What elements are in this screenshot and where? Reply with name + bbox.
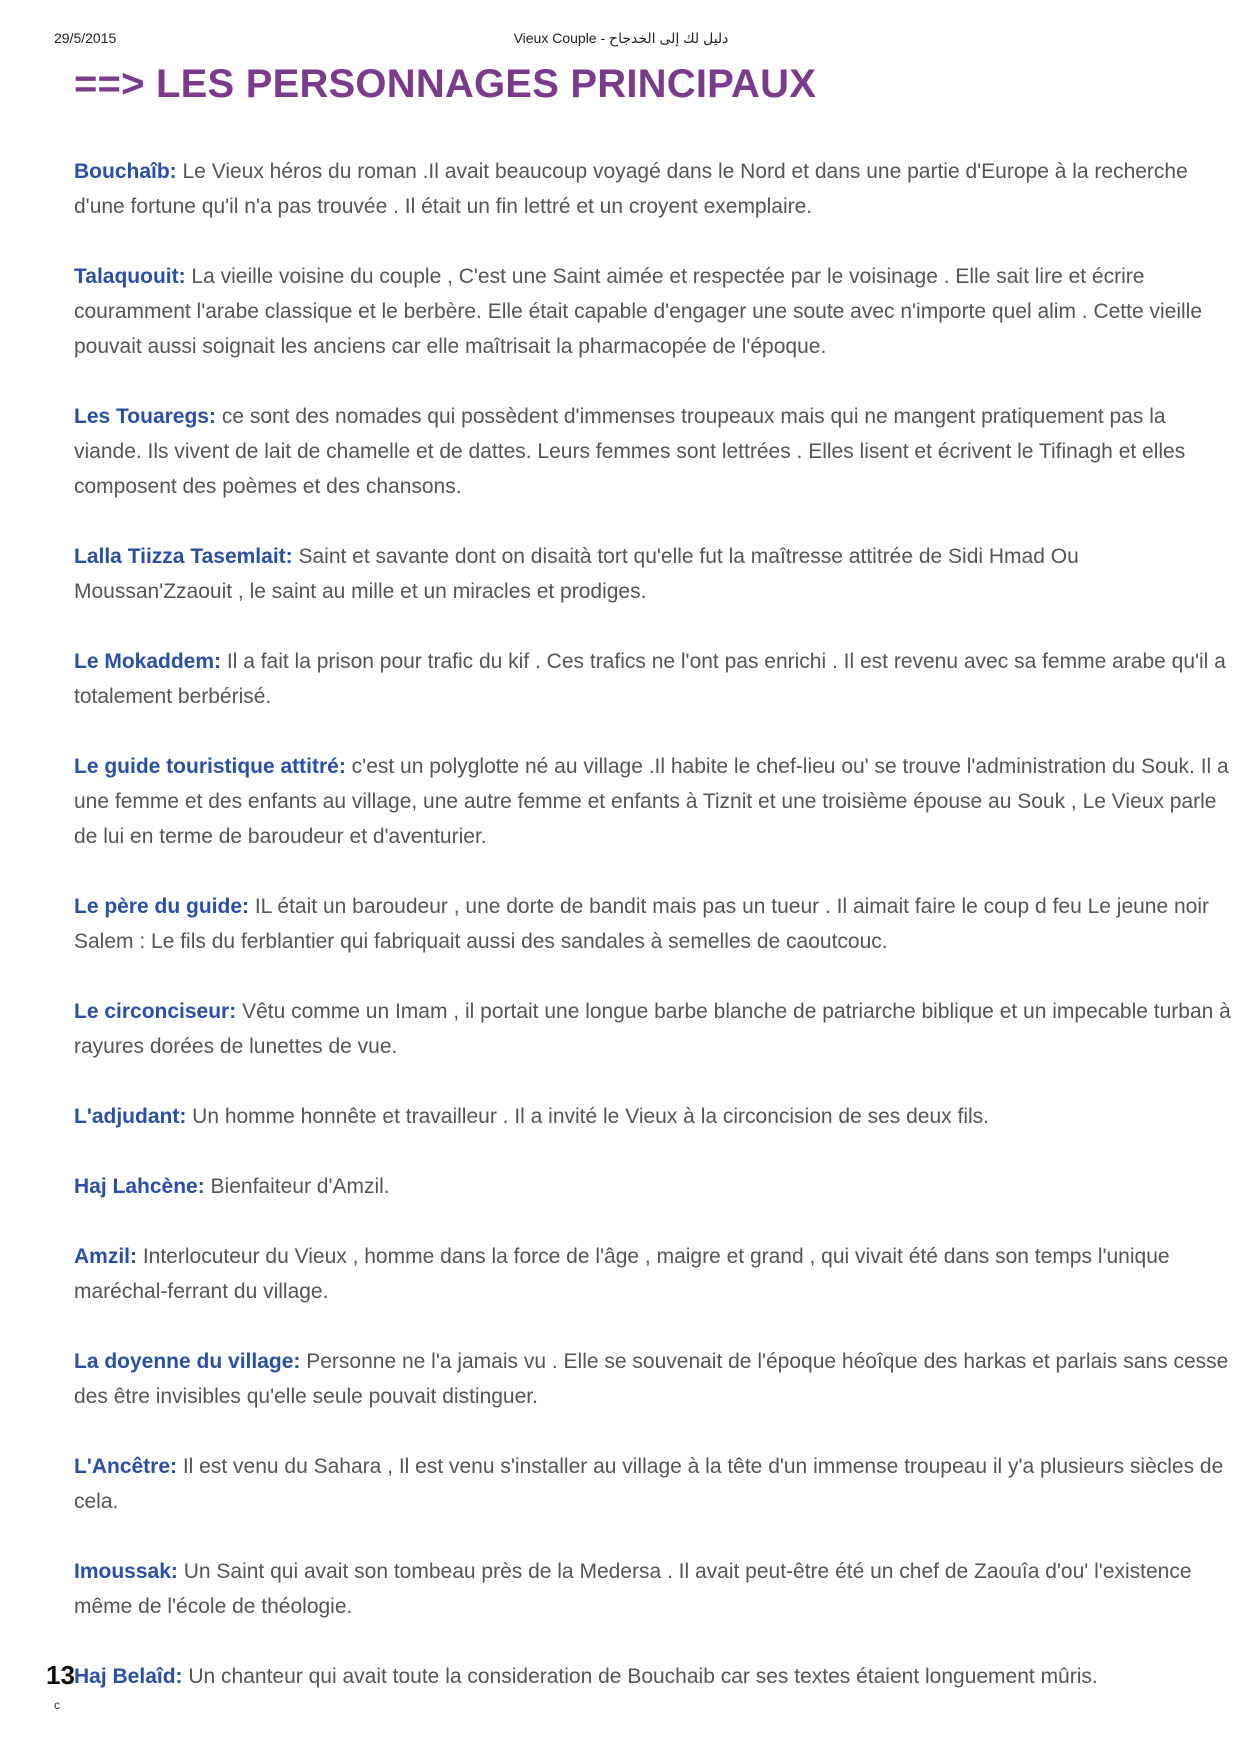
character-description: Il a fait la prison pour trafic du kif . Ces trafics ne l'ont pas enrichi . Il est revenu avec sa femme arabe qu'il a totalement berbérisé.	[74, 650, 1226, 708]
character-description: c'est un polyglotte né au village .Il habite le chef-lieu ou' se trouve l'administration du Souk. Il a une femme et des enfants au village, une autre femme et enfants à Tiznit et une troisième épouse au Souk , Le Vieux parle de lui en terme de baroudeur et d'aventurier.	[74, 755, 1229, 848]
character-name: Talaquouit:	[74, 265, 186, 288]
character-description: Personne ne l'a jamais vu . Elle se souvenait de l'époque héoîque des harkas et parlais sans cesse des être invisibles qu'elle seule pouvait distinguer.	[74, 1350, 1229, 1408]
character-description: Un Saint qui avait son tombeau près de la Medersa . Il avait peut-être été un chef de Zaouîa d'ou' l'existence même de l'école de théologie.	[74, 1560, 1192, 1618]
character-name: L'Ancêtre:	[74, 1455, 178, 1478]
character-name: Imoussak:	[74, 1560, 178, 1583]
character-description: Interlocuteur du Vieux , homme dans la force de l'âge , maigre et grand , qui vivait été dans son temps l'unique maréchal-ferrant du village.	[74, 1245, 1170, 1303]
character-name: Le guide touristique attitré:	[74, 755, 346, 778]
print-title: Vieux Couple - دليل لك إلى الخدجاح	[513, 30, 729, 46]
print-header	[0, 30, 1242, 52]
character-name: Le Mokaddem:	[74, 650, 222, 673]
character-entry	[74, 259, 1234, 364]
character-name: Lalla Tiizza Tasemlait:	[74, 545, 293, 568]
character-entry	[74, 644, 1234, 714]
character-list	[74, 154, 1234, 1729]
character-description: Saint et savante dont on disaità tort qu'elle fut la maîtresse attitrée de Sidi Hmad Ou Moussan'Zzaouit , le saint au mille et un miracles et prodiges.	[74, 545, 1079, 603]
page-title: ==> LES PERSONNAGES PRINCIPAUX	[74, 62, 817, 106]
character-description: ce sont des nomades qui possèdent d'immenses troupeaux mais qui ne mangent pratiquement pas la viande. Ils vivent de lait de chamelle et de dattes. Leurs femmes sont lettrées . Elles lisent et écrivent le Tifinagh et elles composent des poèmes et des chansons.	[74, 405, 1186, 498]
character-name: Les Touaregs:	[74, 405, 216, 428]
character-name: Haj Belaîd:	[74, 1665, 183, 1688]
character-description: Il est venu du Sahara , Il est venu s'installer au village à la tête d'un immense troupeau il y'a plusieurs siècles de cela.	[74, 1455, 1224, 1513]
character-description: Le Vieux héros du roman .Il avait beaucoup voyagé dans le Nord et dans une partie d'Europe à la recherche d'une fortune qu'il n'a pas trouvée . Il était un fin lettré et un croyent exemplaire.	[74, 160, 1188, 218]
character-description: Bienfaiteur d'Amzil.	[204, 1175, 390, 1198]
page-mark: c	[54, 1698, 60, 1712]
print-date: 29/5/2015	[54, 30, 117, 46]
character-entry	[74, 994, 1234, 1064]
character-name: Le circonciseur:	[74, 1000, 237, 1023]
character-entry	[74, 1099, 1234, 1134]
character-description: Un homme honnête et travailleur . Il a invité le Vieux à la circoncision de ses deux fils.	[186, 1105, 989, 1128]
character-entry	[74, 539, 1234, 609]
character-entry	[74, 1344, 1234, 1414]
character-entry	[74, 1554, 1234, 1624]
character-name: La doyenne du village:	[74, 1350, 301, 1373]
character-description: IL était un baroudeur , une dorte de bandit mais pas un tueur . Il aimait faire le coup d feu Le jeune noir Salem : Le fils du ferblantier qui fabriquait aussi des sandales à semelles de caoutcouc.	[74, 895, 1210, 953]
character-entry	[74, 889, 1234, 959]
character-name: L'adjudant:	[74, 1105, 187, 1128]
character-entry	[74, 1449, 1234, 1519]
character-name: Le père du guide:	[74, 895, 250, 918]
character-description: Vêtu comme un Imam , il portait une longue barbe blanche de patriarche biblique et un impecable turban à rayures dorées de lunettes de vue.	[74, 1000, 1231, 1058]
character-description: Un chanteur qui avait toute la consideration de Bouchaib car ses textes étaient longuement mûris.	[182, 1665, 1098, 1688]
character-entry	[74, 399, 1234, 504]
page-number: 13	[46, 1660, 75, 1690]
character-entry	[74, 749, 1234, 854]
character-name: Amzil:	[74, 1245, 137, 1268]
character-name: Bouchaîb:	[74, 160, 177, 183]
character-entry	[74, 1169, 1234, 1204]
character-description: La vieille voisine du couple , C'est une Saint aimée et respectée par le voisinage . Elle sait lire et écrire couramment l'arabe classique et le berbère. Elle était capable d'engager une soute avec n'importe quel alim . Cette vieille pouvait aussi soignait les anciens car elle maîtrisait la pharmacopée de l'époque.	[74, 265, 1203, 358]
character-name: Haj Lahcène:	[74, 1175, 205, 1198]
character-entry	[74, 1239, 1234, 1309]
character-entry	[74, 1659, 1234, 1694]
character-entry	[74, 154, 1234, 224]
